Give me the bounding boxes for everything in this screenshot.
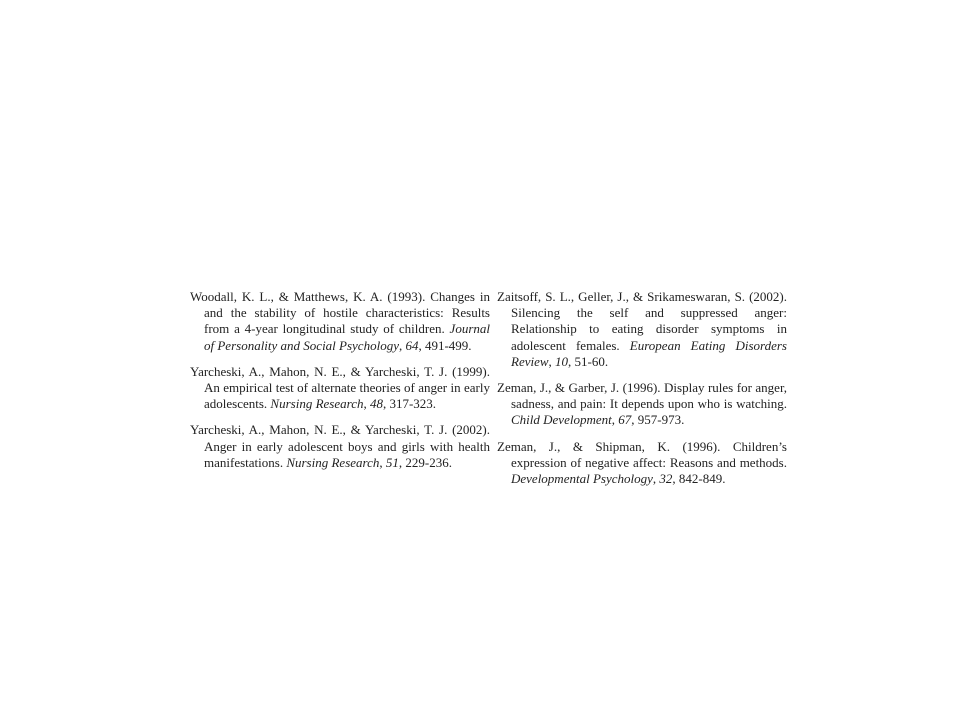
reference-pages: , 51-60. [568, 353, 609, 369]
reference-volume: 32 [659, 471, 673, 487]
reference-sep: , [548, 353, 556, 369]
reference-column-left [190, 289, 490, 481]
reference-entry [497, 289, 787, 370]
reference-journal: Nursing Research [286, 454, 380, 470]
reference-volume: 48 [369, 396, 383, 412]
reference-sep: , [363, 396, 370, 412]
reference-pages: , 491-499. [418, 337, 472, 353]
reference-sep: , [652, 471, 660, 487]
reference-entry [497, 380, 787, 429]
reference-pages: , 229-236. [398, 454, 452, 470]
reference-entry [190, 422, 490, 471]
reference-sep: , [398, 337, 406, 353]
reference-pages: , 957-973. [631, 412, 685, 428]
reference-entry [190, 289, 490, 354]
reference-sep: , [379, 454, 386, 470]
reference-text: Yarcheski, A., Mahon, N. E., & Yarcheski, T. J. (2002). Anger in early adolescent boys and girls with health manifestations. [190, 422, 490, 470]
reference-text: Zaitsoff, S. L., Geller, J., & Srikameswaran, S. (2002). Silencing the self and suppressed anger: Relationship to eating disorder symptoms in adolescent females. [497, 289, 787, 353]
reference-journal: Developmental Psychology [511, 471, 653, 487]
reference-text: Yarcheski, A., Mahon, N. E., & Yarcheski, T. J. (1999). An empirical test of alternate theories of anger in early adolescents. [190, 363, 490, 412]
reference-journal: Child Development [511, 412, 612, 428]
reference-text: Zeman, J., & Shipman, K. (1996). Children’s expression of negative affect: Reasons and methods. [497, 438, 787, 470]
reference-volume: 10 [555, 353, 569, 369]
reference-journal: Journal of Personality and Social Psychology [204, 321, 490, 353]
reference-entry [190, 364, 490, 413]
reference-volume: 64 [405, 337, 419, 353]
reference-text: Zeman, J., & Garber, J. (1996). Display rules for anger, sadness, and pain: It depends upon who is watching. [497, 380, 787, 412]
reference-volume: 51 [385, 454, 399, 470]
reference-entry [497, 439, 787, 488]
reference-volume: 67 [618, 412, 632, 428]
reference-pages: , 842-849. [672, 471, 726, 487]
reference-journal: European Eating Disorders Review [511, 337, 787, 369]
reference-pages: , 317-323. [382, 396, 437, 412]
reference-column-right [497, 289, 787, 497]
reference-text: Woodall, K. L., & Matthews, K. A. (1993). Changes in and the stability of hostile characteristics: Results from a 4-year longitudinal study of children. [190, 289, 490, 337]
reference-sep: , [611, 412, 619, 428]
reference-journal: Nursing Research [270, 396, 364, 412]
